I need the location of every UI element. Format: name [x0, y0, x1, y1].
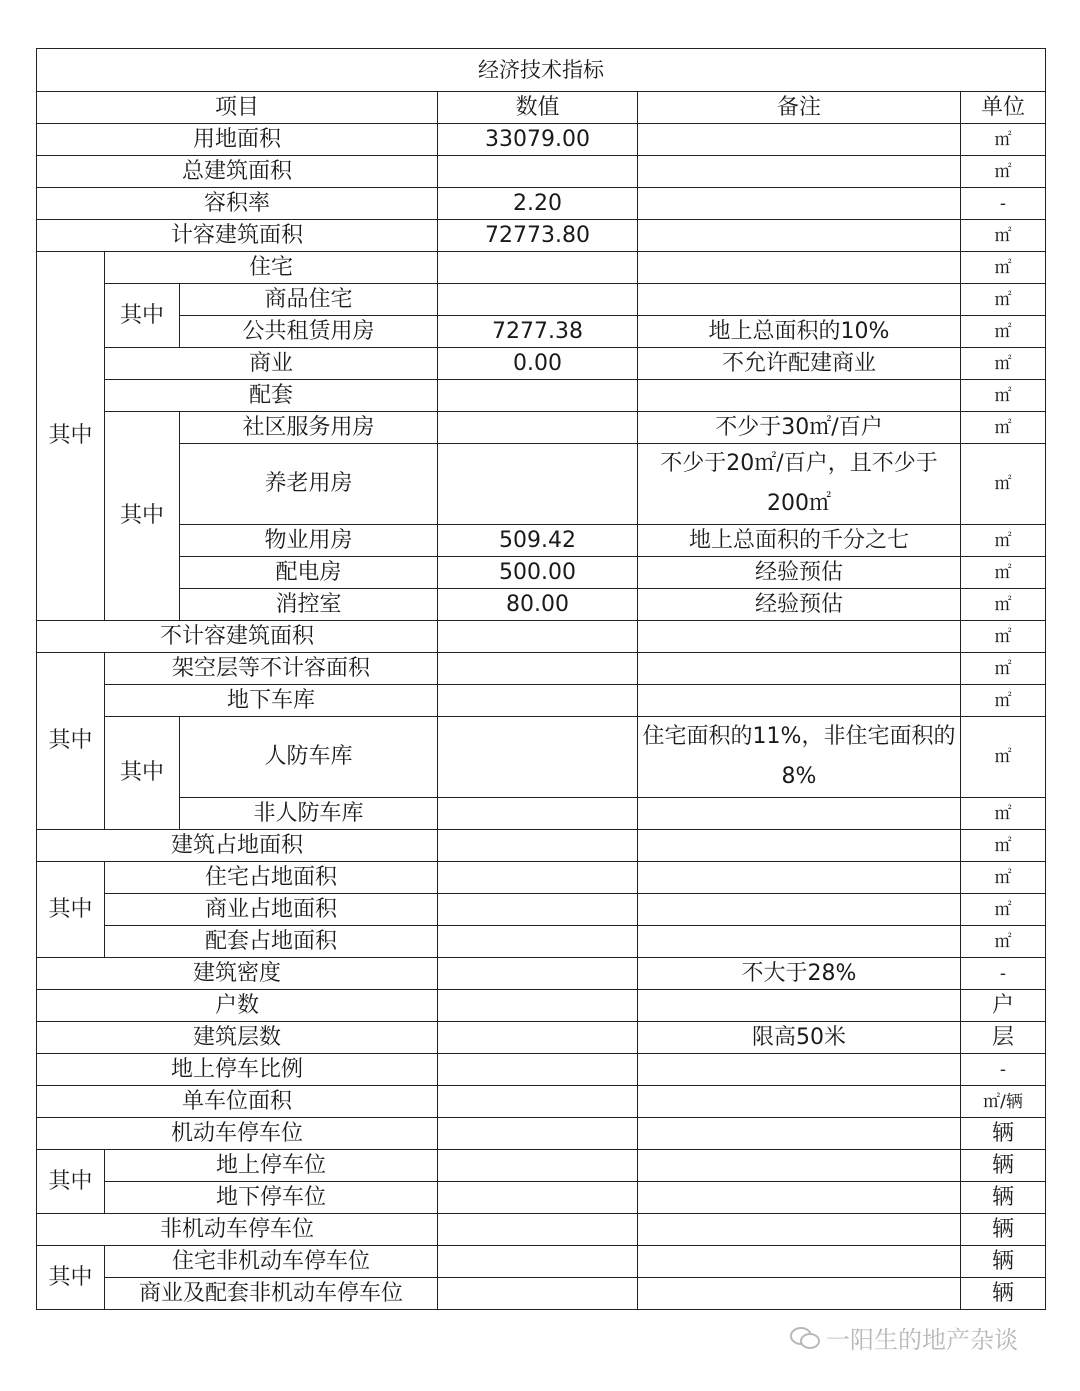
table-row [37, 990, 1046, 1022]
table-row [37, 685, 1046, 717]
header-item: 项目 [37, 92, 438, 124]
table-row [37, 252, 1046, 284]
subgroup-label: 其中 [105, 412, 180, 621]
table-row [37, 958, 1046, 990]
table-row [37, 653, 1046, 685]
row-unit: 户 [961, 990, 1046, 1022]
row-label: 机动车停车位 [37, 1118, 438, 1150]
row-label: 非机动车停车位 [37, 1214, 438, 1246]
row-note [638, 830, 961, 862]
row-value: 72773.80 [438, 220, 638, 252]
table-row [37, 1278, 1046, 1310]
row-label: 商业占地面积 [105, 894, 438, 926]
row-note [638, 1086, 961, 1118]
table-row [37, 1054, 1046, 1086]
table-row [37, 284, 1046, 316]
row-note [638, 1118, 961, 1150]
table-row [37, 1214, 1046, 1246]
row-unit: ㎡ [961, 252, 1046, 284]
row-label: 户数 [37, 990, 438, 1022]
row-note [638, 252, 961, 284]
row-note: 地上总面积的10% [638, 316, 961, 348]
row-unit: 辆 [961, 1182, 1046, 1214]
row-label: 社区服务用房 [180, 412, 438, 444]
row-note: 经验预估 [638, 557, 961, 589]
row-label: 非人防车库 [180, 798, 438, 830]
row-unit: ㎡ [961, 220, 1046, 252]
row-value [438, 653, 638, 685]
row-value [438, 380, 638, 412]
row-label: 养老用房 [180, 444, 438, 525]
table-row [37, 1182, 1046, 1214]
table-row [37, 525, 1046, 557]
row-label: 消控室 [180, 589, 438, 621]
row-unit: ㎡ [961, 348, 1046, 380]
row-value [438, 1278, 638, 1310]
row-unit: ㎡ [961, 557, 1046, 589]
row-note [638, 862, 961, 894]
row-label: 物业用房 [180, 525, 438, 557]
table-header-row [37, 92, 1046, 124]
row-note [638, 1246, 961, 1278]
watermark-text: 一阳生的地产杂谈 [826, 1325, 1018, 1354]
row-unit: - [961, 1054, 1046, 1086]
row-label: 配电房 [180, 557, 438, 589]
row-unit: ㎡ [961, 653, 1046, 685]
row-label: 地上停车位 [105, 1150, 438, 1182]
table-row [37, 380, 1046, 412]
table-row [37, 1086, 1046, 1118]
row-label: 地下车库 [105, 685, 438, 717]
table-row [37, 316, 1046, 348]
row-note [638, 188, 961, 220]
row-value [438, 1182, 638, 1214]
row-label: 住宅非机动车停车位 [105, 1246, 438, 1278]
row-note: 不大于28% [638, 958, 961, 990]
row-unit: ㎡ [961, 894, 1046, 926]
header-note: 备注 [638, 92, 961, 124]
table-title: 经济技术指标 [37, 49, 1046, 92]
table-row [37, 444, 1046, 525]
row-note [638, 1214, 961, 1246]
row-note [638, 926, 961, 958]
row-value: 2.20 [438, 188, 638, 220]
row-unit: ㎡ [961, 444, 1046, 525]
row-unit: 辆 [961, 1278, 1046, 1310]
row-unit: 辆 [961, 1246, 1046, 1278]
economic-indicators-table [36, 48, 1046, 1310]
group-label: 其中 [37, 252, 105, 621]
row-unit: ㎡/辆 [961, 1086, 1046, 1118]
row-value [438, 862, 638, 894]
row-unit: 辆 [961, 1150, 1046, 1182]
table-row [37, 894, 1046, 926]
table-row [37, 412, 1046, 444]
row-label: 架空层等不计容面积 [105, 653, 438, 685]
row-label: 配套 [105, 380, 438, 412]
row-value [438, 1214, 638, 1246]
row-note [638, 653, 961, 685]
row-note: 地上总面积的千分之七 [638, 525, 961, 557]
row-label: 地上停车比例 [37, 1054, 438, 1086]
row-note [638, 1182, 961, 1214]
row-value [438, 1150, 638, 1182]
row-unit: ㎡ [961, 862, 1046, 894]
table-row [37, 621, 1046, 653]
table-row [37, 1150, 1046, 1182]
table-row [37, 830, 1046, 862]
row-value [438, 252, 638, 284]
row-unit: ㎡ [961, 830, 1046, 862]
row-label: 不计容建筑面积 [37, 621, 438, 653]
table-row [37, 156, 1046, 188]
row-value: 500.00 [438, 557, 638, 589]
row-label: 建筑层数 [37, 1022, 438, 1054]
table-row [37, 862, 1046, 894]
row-value [438, 958, 638, 990]
row-note [638, 990, 961, 1022]
row-value [438, 830, 638, 862]
watermark [790, 1320, 1018, 1354]
row-value [438, 1118, 638, 1150]
row-label: 商品住宅 [180, 284, 438, 316]
row-unit: ㎡ [961, 124, 1046, 156]
table-row [37, 557, 1046, 589]
table-row [37, 798, 1046, 830]
table-row [37, 717, 1046, 798]
row-value: 0.00 [438, 348, 638, 380]
row-note: 不少于20㎡/百户，且不少于200㎡ [638, 444, 961, 525]
row-label: 建筑密度 [37, 958, 438, 990]
row-unit: ㎡ [961, 685, 1046, 717]
table-row [37, 926, 1046, 958]
row-note: 不少于30㎡/百户 [638, 412, 961, 444]
table-row [37, 220, 1046, 252]
row-value [438, 444, 638, 525]
row-value [438, 1246, 638, 1278]
row-label: 住宅 [105, 252, 438, 284]
header-value: 数值 [438, 92, 638, 124]
row-value [438, 990, 638, 1022]
group-label: 其中 [37, 862, 105, 958]
row-note [638, 621, 961, 653]
row-value [438, 717, 638, 798]
row-unit: ㎡ [961, 589, 1046, 621]
group-label: 其中 [37, 1150, 105, 1214]
header-unit: 单位 [961, 92, 1046, 124]
table-row [37, 348, 1046, 380]
row-value [438, 284, 638, 316]
row-unit: ㎡ [961, 412, 1046, 444]
row-value: 7277.38 [438, 316, 638, 348]
row-label: 用地面积 [37, 124, 438, 156]
row-value [438, 798, 638, 830]
row-value [438, 621, 638, 653]
row-note [638, 1150, 961, 1182]
row-label: 公共租赁用房 [180, 316, 438, 348]
row-unit: ㎡ [961, 798, 1046, 830]
row-value [438, 412, 638, 444]
row-note [638, 1278, 961, 1310]
row-unit: ㎡ [961, 717, 1046, 798]
row-unit: 辆 [961, 1118, 1046, 1150]
row-label: 地下停车位 [105, 1182, 438, 1214]
row-unit: 辆 [961, 1214, 1046, 1246]
subgroup-label: 其中 [105, 717, 180, 830]
table-row [37, 589, 1046, 621]
row-note [638, 380, 961, 412]
row-value [438, 156, 638, 188]
row-note [638, 156, 961, 188]
row-unit: ㎡ [961, 380, 1046, 412]
row-label: 商业 [105, 348, 438, 380]
row-unit: - [961, 958, 1046, 990]
row-note [638, 124, 961, 156]
row-value [438, 685, 638, 717]
group-label: 其中 [37, 1246, 105, 1310]
row-unit: ㎡ [961, 926, 1046, 958]
table-row [37, 188, 1046, 220]
row-note: 限高50米 [638, 1022, 961, 1054]
table-row [37, 1118, 1046, 1150]
row-value: 509.42 [438, 525, 638, 557]
row-label: 总建筑面积 [37, 156, 438, 188]
row-note: 经验预估 [638, 589, 961, 621]
row-note [638, 894, 961, 926]
row-value: 80.00 [438, 589, 638, 621]
table-row [37, 1246, 1046, 1278]
row-unit: ㎡ [961, 525, 1046, 557]
row-value [438, 894, 638, 926]
row-value [438, 1086, 638, 1118]
table-row [37, 124, 1046, 156]
subgroup-label: 其中 [105, 284, 180, 348]
wechat-icon [790, 1325, 820, 1349]
group-label: 其中 [37, 653, 105, 830]
row-unit: ㎡ [961, 621, 1046, 653]
row-label: 单车位面积 [37, 1086, 438, 1118]
row-note: 不允许配建商业 [638, 348, 961, 380]
row-label: 住宅占地面积 [105, 862, 438, 894]
row-unit: ㎡ [961, 284, 1046, 316]
row-unit: - [961, 188, 1046, 220]
row-unit: 层 [961, 1022, 1046, 1054]
row-note [638, 1054, 961, 1086]
row-value [438, 1022, 638, 1054]
row-label: 容积率 [37, 188, 438, 220]
row-note [638, 798, 961, 830]
row-label: 计容建筑面积 [37, 220, 438, 252]
row-unit: ㎡ [961, 316, 1046, 348]
row-label: 商业及配套非机动车停车位 [105, 1278, 438, 1310]
row-label: 配套占地面积 [105, 926, 438, 958]
row-note [638, 284, 961, 316]
row-value [438, 926, 638, 958]
table-title-row [37, 49, 1046, 92]
row-value: 33079.00 [438, 124, 638, 156]
row-unit: ㎡ [961, 156, 1046, 188]
row-note [638, 220, 961, 252]
row-note: 住宅面积的11%，非住宅面积的8% [638, 717, 961, 798]
row-value [438, 1054, 638, 1086]
row-note [638, 685, 961, 717]
row-label: 建筑占地面积 [37, 830, 438, 862]
table-row [37, 1022, 1046, 1054]
row-label: 人防车库 [180, 717, 438, 798]
